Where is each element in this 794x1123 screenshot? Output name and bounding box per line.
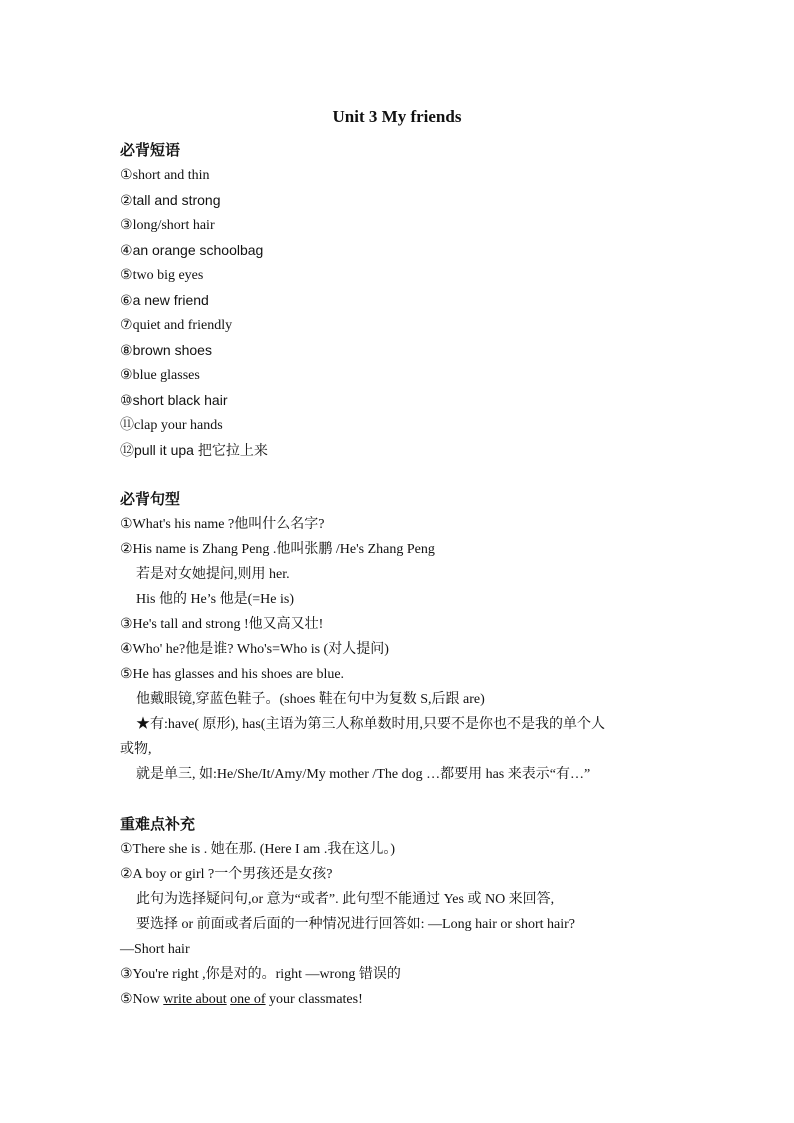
phrases-section — [120, 138, 690, 463]
supplement-section — [120, 812, 690, 1012]
supplement-line-6: ③You're right ,你是对的。right —wrong 错误的 — [120, 967, 401, 982]
phrase-item-10: ⑩short black hair — [120, 392, 228, 409]
sentence-line-8: 他戴眼镜,穿蓝色鞋子。(shoes 鞋在句中为复数 S,后跟 are) — [136, 692, 485, 707]
phrase-item-1: ①short and thin — [120, 167, 210, 183]
underlined-write-about: write about — [163, 992, 227, 1007]
sentence-line-10: 或物, — [120, 742, 152, 757]
supplement-line-5: —Short hair — [120, 942, 190, 957]
page-title: Unit 3 My friends — [332, 107, 462, 126]
sentence-line-2: ②His name is Zhang Peng .他叫张鹏 /He's Zhang Peng — [120, 542, 435, 557]
sentence-line-11: 就是单三, 如:He/She/It/Amy/My mother /The dog …都要用 has 来表示“有…” — [136, 767, 591, 782]
underlined-one-of: one of — [230, 992, 266, 1007]
phrase-item-8: ⑧brown shoes — [120, 342, 212, 359]
phrase-item-7: ⑦quiet and friendly — [120, 317, 233, 333]
phrase-item-2: ②tall and strong — [120, 192, 221, 209]
sentences-section — [120, 487, 690, 787]
sentence-line-4: His 他的 He’s 他是(=He is) — [136, 592, 294, 607]
phrase-item-12: ⑫pull it upa 把它拉上来 — [120, 442, 268, 459]
supplement-line-2: ②A boy or girl ?一个男孩还是女孩? — [120, 867, 333, 882]
phrase-item-5: ⑤two big eyes — [120, 267, 204, 283]
supplement-line-7: ⑤Now write about one of your classmates! — [120, 992, 363, 1007]
sentence-line-7: ⑤He has glasses and his shoes are blue. — [120, 667, 345, 682]
phrase-item-3: ③long/short hair — [120, 217, 215, 233]
sentence-line-6: ④Who' he?他是谁? Who's=Who is (对人提问) — [120, 642, 389, 657]
supplement-heading: 重难点补充 — [120, 815, 196, 833]
supplement-line-1: ①There she is . 她在那. (Here I am .我在这儿。) — [120, 842, 395, 857]
supplement-line-4: 要选择 or 前面或者后面的一种情况进行回答如: —Long hair or short hair? — [136, 917, 576, 932]
phrase-item-6: ⑥a new friend — [120, 292, 209, 309]
sentence-line-1: ①What's his name ?他叫什么名字? — [120, 517, 325, 532]
supplement-line-3: 此句为选择疑问句,or 意为“或者”. 此句型不能通过 Yes 或 NO 来回答, — [136, 892, 555, 907]
phrase-item-11: ⑪clap your hands — [120, 417, 223, 433]
phrase-item-9: ⑨blue glasses — [120, 367, 200, 383]
phrase-item-4: ④an orange schoolbag — [120, 242, 264, 259]
sentence-line-5: ③He's tall and strong !他又高又壮! — [120, 617, 324, 632]
sentences-heading: 必背句型 — [120, 490, 181, 508]
phrases-heading: 必背短语 — [120, 141, 181, 159]
sentence-line-3: 若是对女她提问,则用 her. — [136, 567, 290, 582]
sentence-line-9: ★有:have( 原形), has(主语为第三人称单数时用,只要不是你也不是我的单个人 — [136, 717, 605, 732]
